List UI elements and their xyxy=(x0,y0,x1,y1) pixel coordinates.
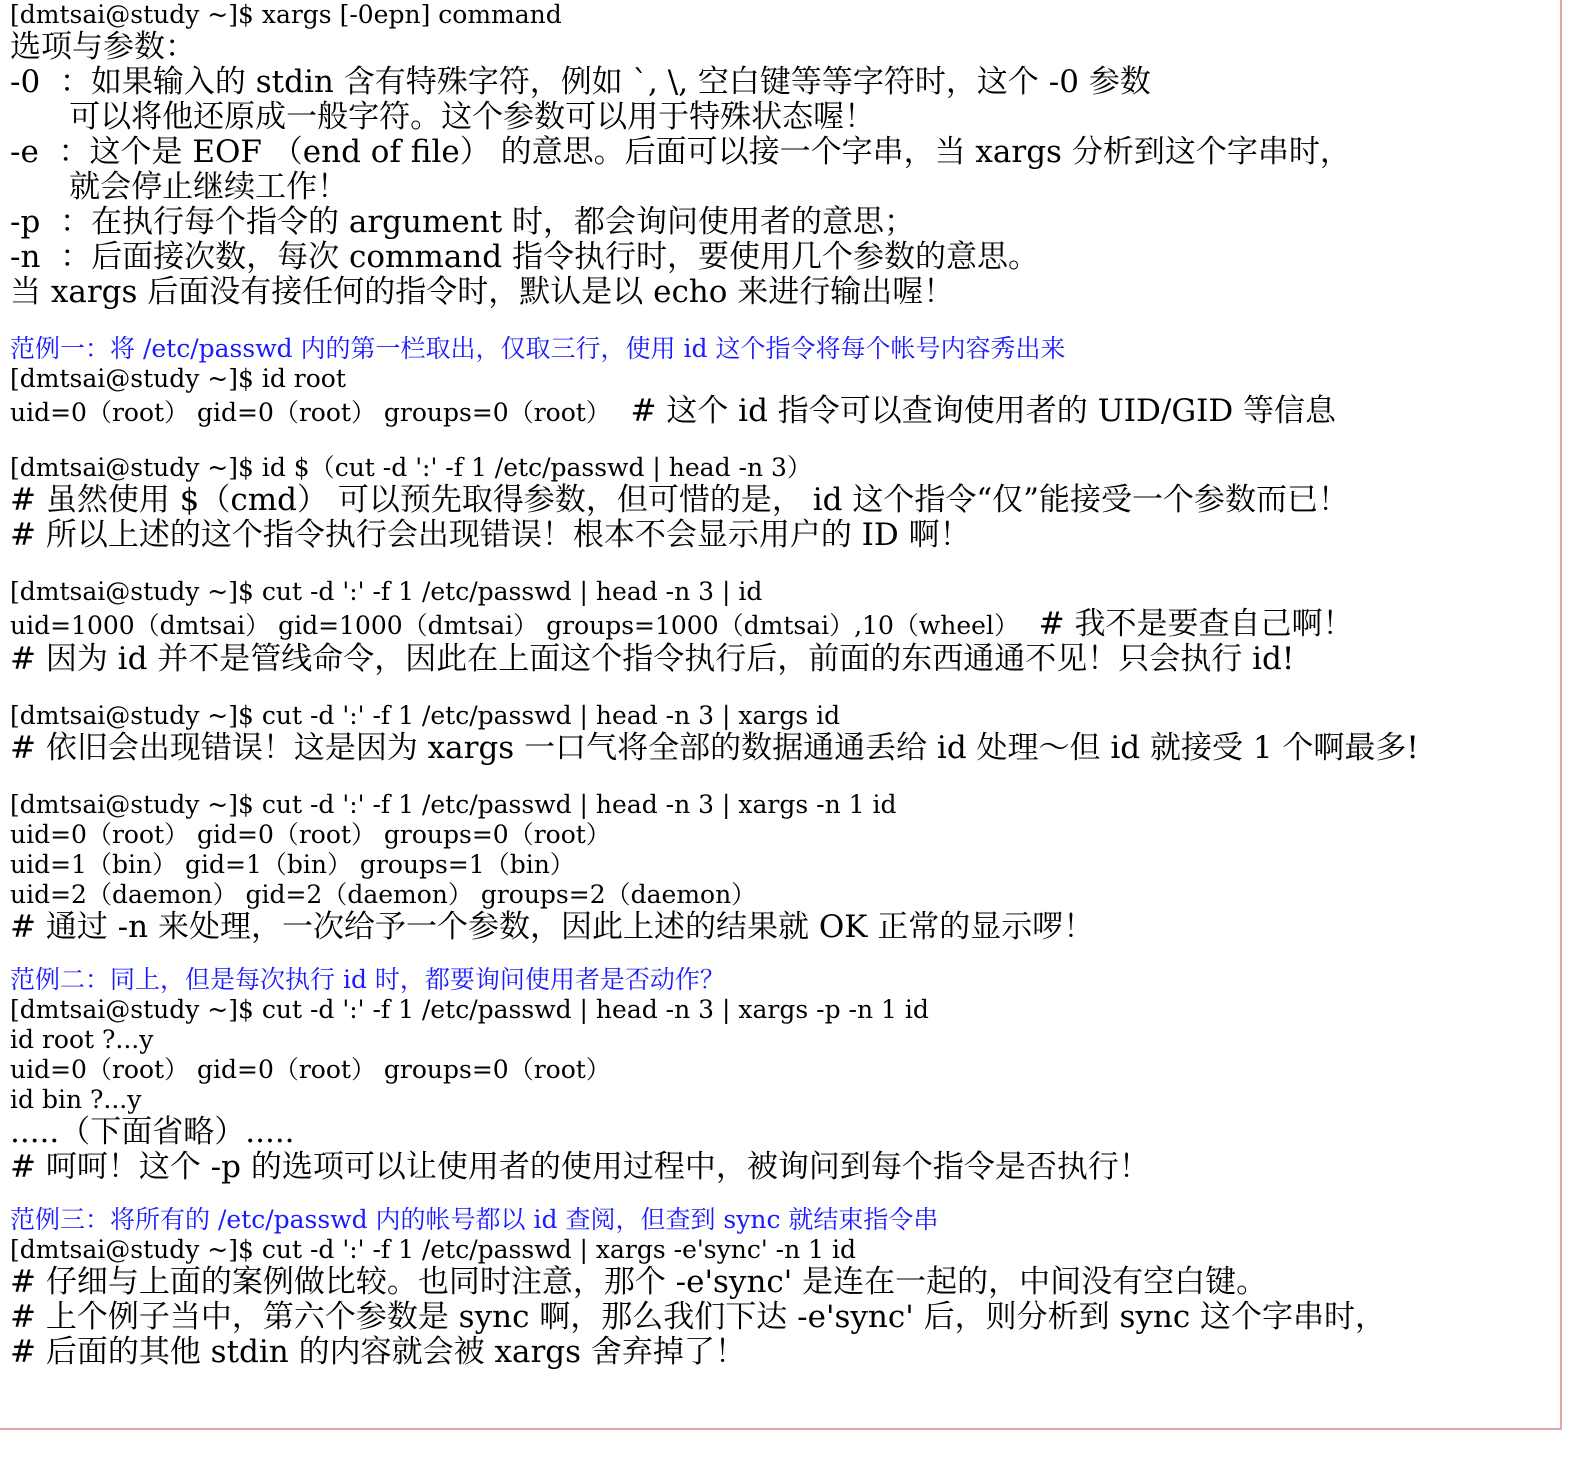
command-prompt: [dmtsai@study ~]$ cut -d ':' -f 1 /etc/passwd | head -n 3 | xargs id xyxy=(10,701,841,730)
inline-comment: # 我不是要查自己啊！ xyxy=(1018,606,1354,642)
output-line: uid=0（root） gid=0（root） groups=0（root） xyxy=(10,820,611,849)
comment-line: # 上个例子当中，第六个参数是 sync 啊，那么我们下达 -e'sync' 后，则分析到 sync 这个字串时， xyxy=(10,1299,1387,1335)
output-line: uid=2（daemon） gid=2（daemon） groups=2（daemon） xyxy=(10,880,757,909)
command-prompt: [dmtsai@study ~]$ cut -d ':' -f 1 /etc/passwd | xargs -e'sync' -n 1 id xyxy=(10,1235,856,1264)
comment-line: # 因为 id 并不是管线命令，因此在上面这个指令执行后，前面的东西通通不见！只会执行 id! xyxy=(10,641,1295,677)
comment-line: # 依旧会出现错误！这是因为 xargs 一口气将全部的数据通通丢给 id 处理～但 id 就接受 1 个啊最多! xyxy=(10,730,1419,766)
comment-line: # 呵呵！这个 -p 的选项可以让使用者的使用过程中，被询问到每个指令是否执行！ xyxy=(10,1149,1150,1185)
option-line: -p ：在执行每个指令的 argument 时，都会询问使用者的意思； xyxy=(10,204,916,240)
comment-line: # 所以上述的这个指令执行会出现错误！根本不会显示用户的 ID 啊！ xyxy=(10,517,971,553)
example1-title: 范例一：将 /etc/passwd 内的第一栏取出，仅取三行，使用 id 这个指令将每个帐号内容秀出来 xyxy=(10,334,1066,363)
output-line xyxy=(10,394,1560,429)
terminal-document xyxy=(10,0,1560,1370)
output-line: id root ?...y xyxy=(10,1025,154,1054)
option-line: 可以将他还原成一般字符。这个参数可以用于特殊状态喔！ xyxy=(10,99,876,135)
option-line: -0 ：如果输入的 stdin 含有特殊字符，例如 `, \, 空白键等等字符时，这个 -0 参数 xyxy=(10,64,1151,100)
option-line: 当 xargs 后面没有接任何的指令时，默认是以 echo 来进行输出喔！ xyxy=(10,274,955,310)
output-line: uid=0（root） gid=0（root） groups=0（root） xyxy=(10,1055,611,1084)
command-prompt: [dmtsai@study ~]$ cut -d ':' -f 1 /etc/passwd | head -n 3 | xargs -p -n 1 id xyxy=(10,995,929,1024)
command-prompt: [dmtsai@study ~]$ id $（cut -d ':' -f 1 /etc/passwd | head -n 3） xyxy=(10,453,812,482)
command-prompt: [dmtsai@study ~]$ id root xyxy=(10,364,346,393)
command-prompt: [dmtsai@study ~]$ cut -d ':' -f 1 /etc/passwd | head -n 3 | xargs -n 1 id xyxy=(10,790,897,819)
output-line: id bin ?...y xyxy=(10,1085,142,1114)
command-prompt: [dmtsai@study ~]$ cut -d ':' -f 1 /etc/passwd | head -n 3 | id xyxy=(10,577,763,606)
command-prompt: [dmtsai@study ~]$ xargs [-0epn] command xyxy=(10,0,562,29)
inline-comment: # 这个 id 指令可以查询使用者的 UID/GID 等信息 xyxy=(610,393,1337,429)
example2-title: 范例二：同上，但是每次执行 id 时，都要询问使用者是否动作？ xyxy=(10,965,725,994)
output-line xyxy=(10,607,1560,642)
omitted-line: .....（下面省略）..... xyxy=(10,1114,295,1150)
example3-title: 范例三：将所有的 /etc/passwd 内的帐号都以 id 查阅，但查到 sync 就结束指令串 xyxy=(10,1205,939,1234)
comment-line: # 虽然使用 $（cmd） 可以预先取得参数，但可惜的是， id 这个指令“仅”能接受一个参数而已！ xyxy=(10,482,1350,518)
output-text: uid=0（root） gid=0（root） groups=0（root） xyxy=(10,398,611,427)
option-line: 就会停止继续工作！ xyxy=(10,169,349,205)
option-line: -n ：后面接次数，每次 command 指令执行时，要使用几个参数的意思。 xyxy=(10,239,1039,275)
output-text: uid=1000（dmtsai） gid=1000（dmtsai） groups=1000（dmtsai）,10（wheel） xyxy=(10,611,1019,640)
comment-line: # 仔细与上面的案例做比较。也同时注意，那个 -e'sync' 是连在一起的，中间没有空白键。 xyxy=(10,1264,1268,1300)
comment-line: # 通过 -n 来处理，一次给予一个参数，因此上述的结果就 OK 正常的显示啰！ xyxy=(10,909,1095,945)
output-line: uid=1（bin） gid=1（bin） groups=1（bin） xyxy=(10,850,575,879)
options-heading: 选项与参数： xyxy=(10,29,196,65)
option-line: -e ：这个是 EOF （end of file） 的意思。后面可以接一个字串，当 xargs 分析到这个字串时， xyxy=(10,134,1351,170)
comment-line: # 后面的其他 stdin 的内容就会被 xargs 舍弃掉了！ xyxy=(10,1334,746,1370)
